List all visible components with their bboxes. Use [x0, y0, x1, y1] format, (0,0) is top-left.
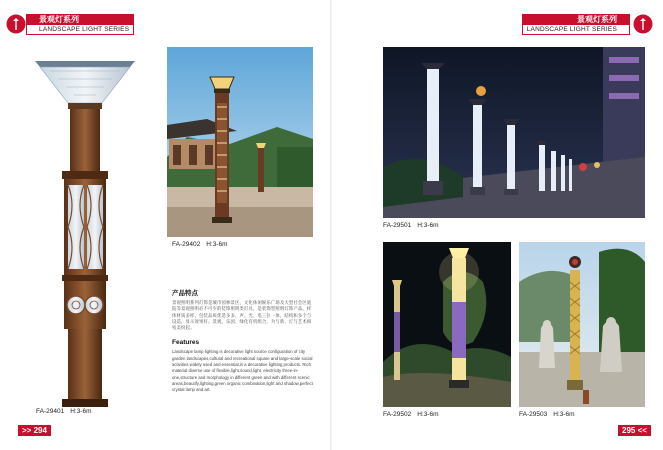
caption-fa29401 — [36, 408, 98, 415]
product-height: H:3-6m — [553, 411, 575, 418]
photo-fa29502 — [383, 242, 511, 407]
product-height: H:3-6m — [417, 222, 439, 229]
caption-fa29502 — [383, 411, 445, 418]
product-height: H:3-6m — [70, 408, 92, 415]
left-page — [0, 0, 331, 450]
photo-fa29402 — [167, 47, 313, 237]
caption-fa29402 — [172, 241, 234, 248]
series-title-cn: 景观灯系列 — [523, 15, 629, 25]
features-block — [172, 288, 314, 402]
features-title-cn: 产品特点 — [172, 290, 198, 297]
series-badge-left — [26, 14, 134, 35]
park-photo-image — [167, 47, 313, 237]
features-body-cn: 景观照明系列灯饰是城市园林景区、文化休闲娱乐广场及大型社会区庭院等景观照明必不可少的装饰照明类灯具，是装饰型照明灯饰产品。样体材质多样，包装品质优选多多，声、光、电三位一体，结构和多个与设造，显示效果好。景观，乐园、绿化有机组合，为与新、灯与艺术相宛美纷起。 — [172, 300, 312, 331]
product-height: H:3-6m — [417, 411, 439, 418]
product-code: FA-29402 — [172, 241, 201, 248]
statue-park-photo-image — [519, 242, 645, 407]
night-street-photo-image — [383, 47, 645, 218]
lamp-logo-icon — [6, 14, 26, 34]
product-code: FA-29501 — [383, 222, 412, 229]
caption-fa29501 — [383, 222, 445, 229]
night-garden-photo-image — [383, 242, 511, 407]
product-height: H:3-6m — [206, 241, 228, 248]
product-code: FA-29401 — [36, 408, 65, 415]
series-title-cn: 景观灯系列 — [27, 15, 133, 25]
page-number-right: 295 << — [618, 425, 651, 436]
photo-fa29501 — [383, 47, 645, 218]
lamp-logo-icon — [633, 14, 653, 34]
photo-fa29503 — [519, 242, 645, 407]
product-code: FA-29503 — [519, 411, 548, 418]
features-title-en: Features — [172, 339, 200, 347]
series-title-en: LANDSCAPE LIGHT SERIES — [526, 26, 617, 33]
product-code: FA-29502 — [383, 411, 412, 418]
features-body-en: Landscape lamp lighting is decorative light source configuration of city garden landscapes,cultural and recreational square and large-scale social activities widely used and essential,is a decorative lighting products. Rich material diverse use of flexible,light,sound,light, electricity three-in-one,structure and morphology in different green and with different scenic areas,beautify,lighting,green organic combination,light and shadow,perfect crystal lamp and art. — [172, 349, 313, 393]
lamp-product-fa29401 — [30, 55, 140, 407]
right-page — [332, 0, 663, 450]
series-title-en: LANDSCAPE LIGHT SERIES — [39, 26, 130, 33]
series-badge-right — [522, 14, 630, 35]
page-number-left: >> 294 — [18, 425, 51, 436]
caption-fa29503 — [519, 411, 581, 418]
